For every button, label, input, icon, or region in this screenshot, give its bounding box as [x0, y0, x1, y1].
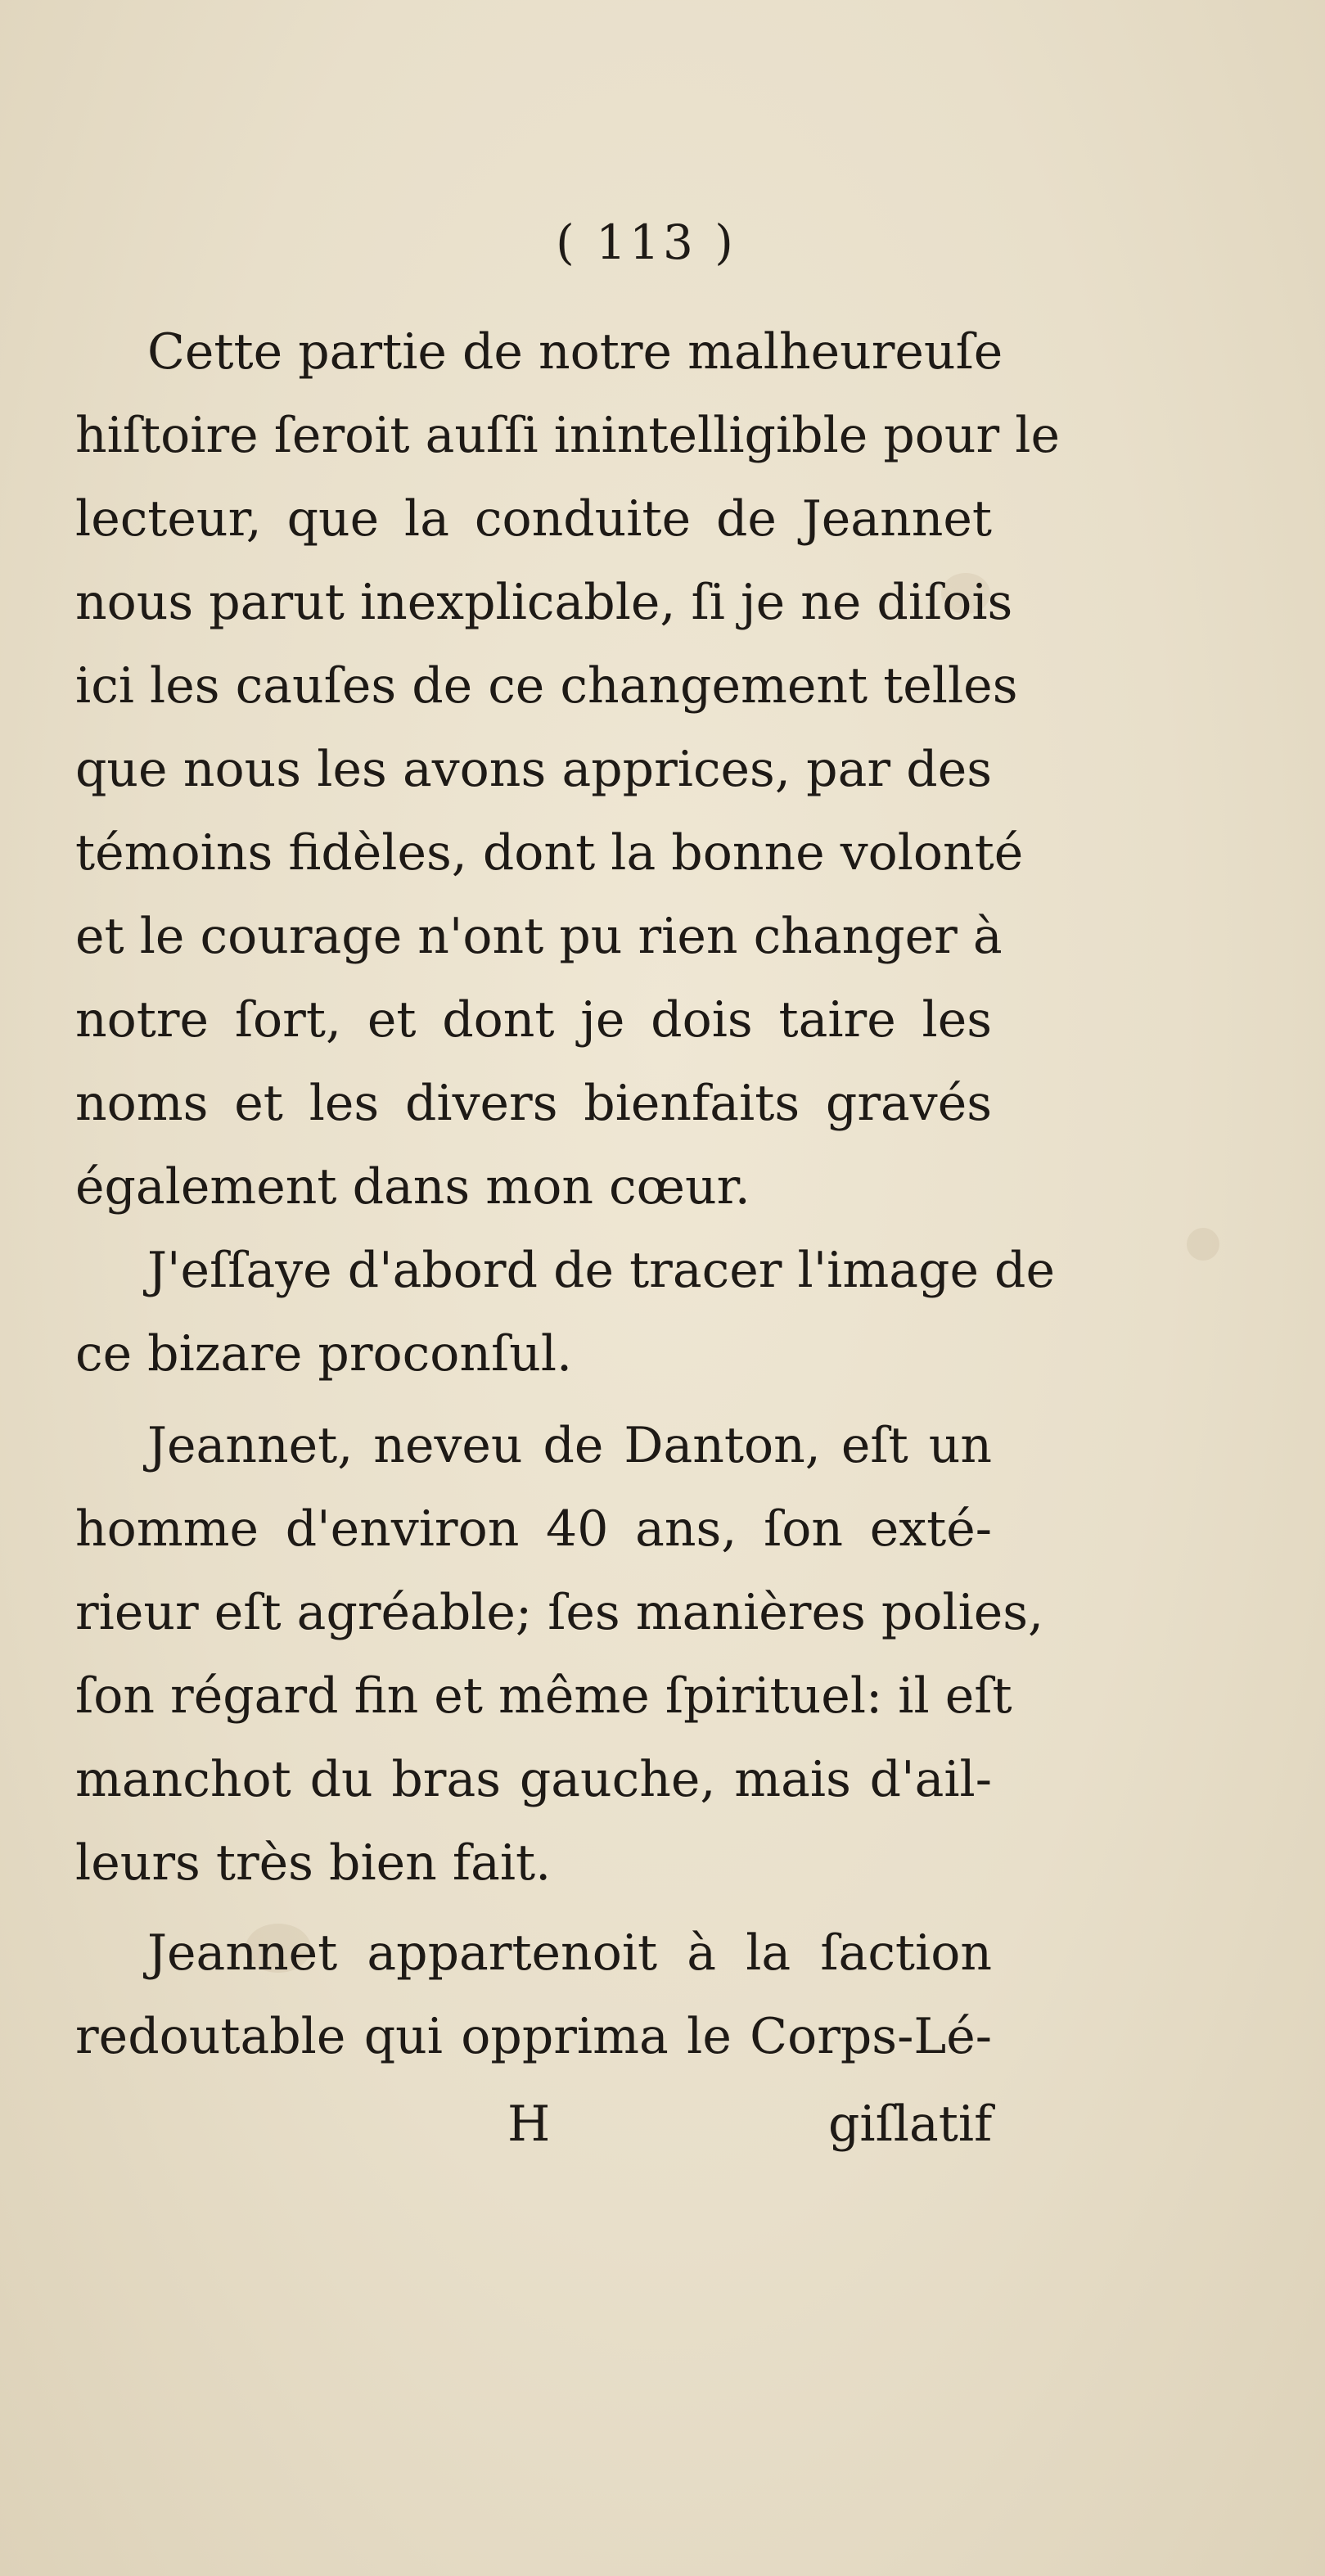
signature-mark: H: [507, 2096, 551, 2153]
text-line: noms et les divers bienfaits gravés: [75, 1075, 992, 1132]
text-line: manchot du bras gauche, mais d'ail-: [75, 1751, 992, 1808]
text-line: J'eſſaye d'abord de tracer l'image de: [147, 1242, 1055, 1299]
text-line: également dans mon cœur.: [75, 1158, 750, 1216]
text-line: ce bizare proconſul.: [75, 1325, 573, 1383]
text-line: notre ſort, et dont je dois taire les: [75, 991, 992, 1049]
text-line: que nous les avons apprices, par des: [75, 741, 992, 798]
text-line: ici les cauſes de ce changement telles: [75, 657, 1018, 715]
text-line: nous parut inexplicable, ſi je ne diſois: [75, 574, 1013, 631]
foxing-stain: [1187, 1228, 1219, 1261]
text-line: Jeannet, neveu de Danton, eſt un: [147, 1417, 992, 1474]
text-line: lecteur, que la conduite de Jeannet: [75, 490, 992, 548]
text-line: hiſtoire ſeroit auſſi inintelligible pour le: [75, 407, 1060, 464]
catchword: giſlatif: [828, 2096, 993, 2153]
text-line: témoins fidèles, dont la bonne volonté: [75, 824, 1024, 882]
text-line: et le courage n'ont pu rien changer à: [75, 908, 1003, 965]
page-number: ( 113 ): [556, 214, 737, 270]
text-line: redoutable qui opprima le Corps-Lé-: [75, 2008, 992, 2065]
text-line: Cette partie de notre malheureuſe: [147, 323, 1003, 381]
text-line: Jeannet appartenoit à la ſaction: [147, 1924, 992, 1982]
text-line: ſon régard fin et même ſpirituel: il eſt: [75, 1667, 1012, 1725]
text-line: leurs très bien fait.: [75, 1834, 552, 1892]
text-line: rieur eſt agréable; ſes manières polies,: [75, 1584, 1044, 1641]
text-line: homme d'environ 40 ans, ſon exté-: [75, 1500, 992, 1558]
